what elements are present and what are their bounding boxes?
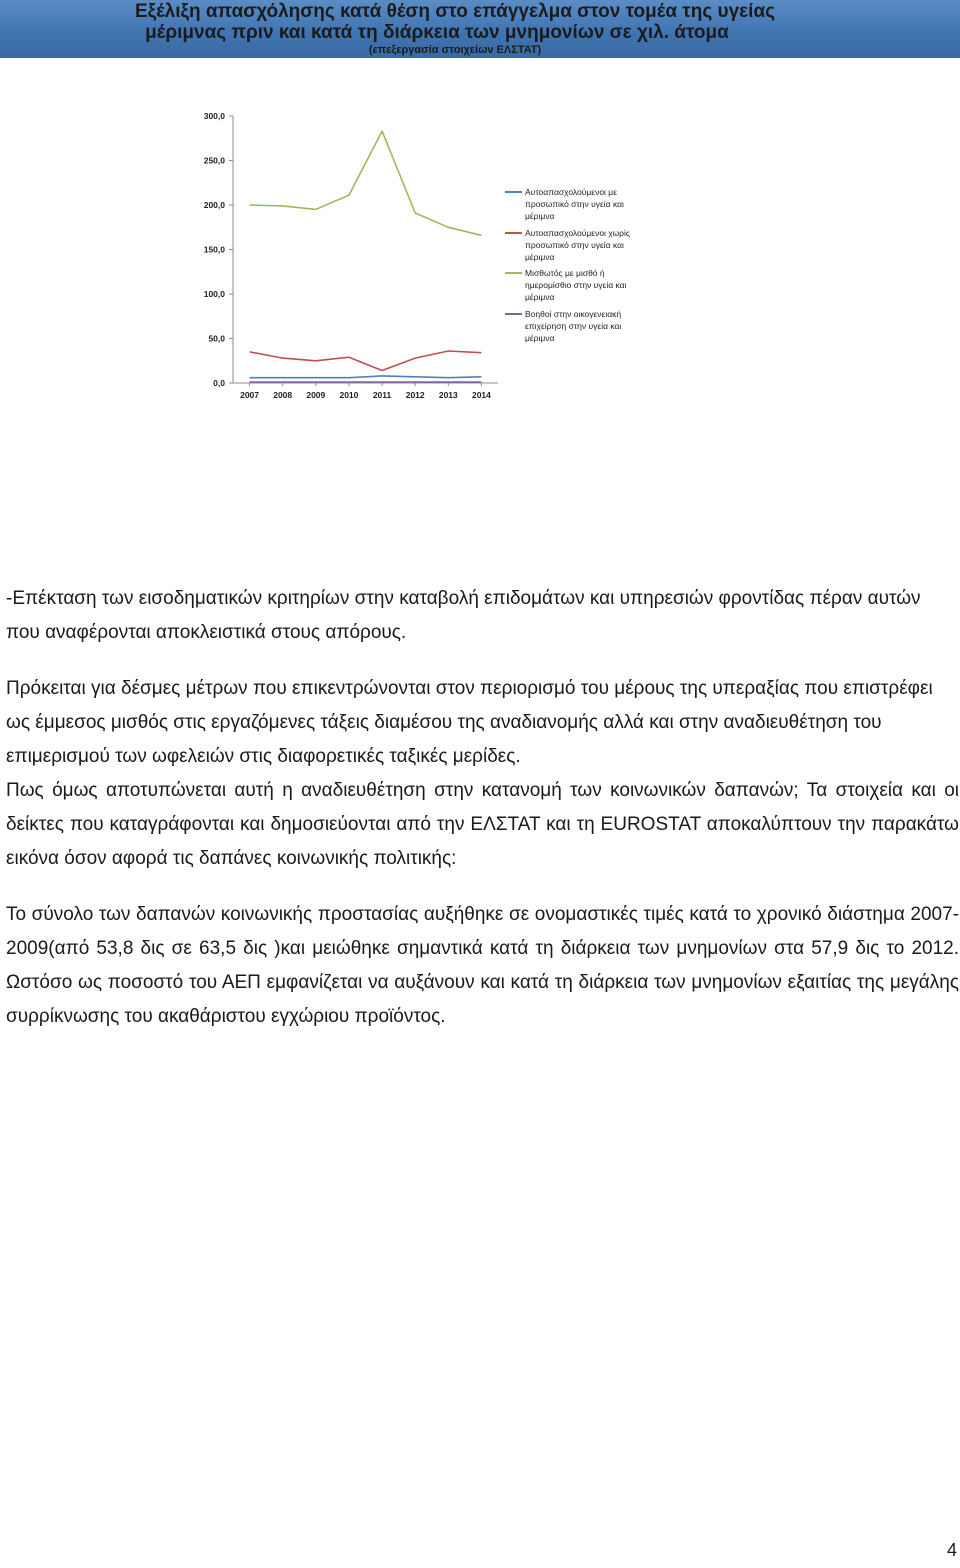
chart-figure: [0, 0, 960, 420]
chart-title-line-1: Εξέλιξη απασχόλησης κατά θέση στο επάγγελμα στον τομέα της υγείας: [134, 1, 776, 22]
legend-label-1: μέριμνα: [525, 211, 555, 221]
page-number: 4: [946, 1540, 957, 1560]
y-tick-label: 300,0: [203, 111, 225, 121]
x-tick-label: 2010: [339, 390, 359, 400]
y-tick-label: 0,0: [213, 378, 225, 388]
paragraph-protection-expenditure: Το σύνολο των δαπανών κοινωνικής προστασίας αυξήθηκε σε ονομαστικές τιμές κατά το χρονικό διάστημα 2007-2009(από 53,8 δις σε 63,5 δις )και μειώθηκε σημαντικά κατά τη διάρκεια των μνημονίων στα 57,9 δις το 2012. Ωστόσο ως ποσοστό του ΑΕΠ εμφανίζεται να αυξάνουν και κατά τη διάρκεια των μνημονίων εξαιτίας της μεγάλης συρρίκνωσης του ακαθάριστου εγχώριου προϊόντος.: [6, 904, 959, 1027]
y-tick-label: 250,0: [203, 155, 225, 166]
y-tick-label: 100,0: [203, 289, 225, 299]
paragraph-income-criteria: -Επέκταση των εισοδηματικών κριτηρίων στην καταβολή επιδομάτων και υπηρεσιών φροντίδας πέραν αυτών που αναφέρονται αποκλειστικά στους απόρους.: [6, 588, 921, 643]
y-tick-label: 150,0: [203, 244, 225, 255]
x-tick-label: 2007: [240, 390, 260, 400]
legend-label-2: προσωπικό στην υγεία και: [525, 240, 624, 250]
chart-subtitle: (επεξεργασία στοιχείων ΕΛΣΤΑΤ): [368, 44, 542, 56]
legend-label-2: μέριμνα: [525, 252, 555, 262]
legend-label-1: Αυτοαπασχολούμενοι με: [525, 187, 617, 197]
x-tick-label: 2014: [471, 390, 491, 400]
x-tick-label: 2012: [405, 390, 425, 400]
x-tick-label: 2011: [372, 390, 392, 400]
series-line-2: [250, 351, 482, 371]
x-tick-label: 2009: [306, 390, 326, 400]
paragraph-measures: Πρόκειται για δέσμες μέτρων που επικεντρώνονται στον περιορισμό του μέρους της υπεραξίας που επιστρέφει ως έμμεσος μισθός στις εργαζόμενες τάξεις διαμέσου της αναδιανομής αλλά και στην αναδιευθέτηση του επιμερισμού των ωφελειών στις διαφορετικές ταξικές μερίδες.: [6, 678, 933, 767]
chart-title-line-2: μέριμνας πριν και κατά τη διάρκεια των μνημονίων σε χιλ. άτομα: [145, 22, 729, 43]
legend-label-3: μέριμνα: [525, 292, 555, 302]
body-text: [6, 582, 959, 1034]
legend-label-4: επιχείρηση στην υγεία και: [525, 321, 622, 331]
paragraph-social-spending: Πως όμως αποτυπώνεται αυτή η αναδιευθέτηση στην κατανομή των κοινωνικών δαπανών; Τα στοιχεία και οι δείκτες που καταγράφονται και δημοσιεύονται από την ΕΛΣΤΑΤ και τη EUROSTAT αποκαλύπτουν την παρακάτω εικόνα όσον αφορά τις δαπάνες κοινωνικής πολιτικής:: [6, 780, 959, 869]
series-line-3: [250, 131, 482, 235]
y-tick-label: 50,0: [208, 333, 225, 344]
legend-label-3: Μισθωτός με μισθό ή: [525, 268, 605, 278]
employment-line-chart: [0, 0, 960, 420]
legend-label-4: Βοηθοί στην οικογενειακή: [525, 309, 622, 319]
x-tick-label: 2008: [273, 390, 293, 400]
y-tick-label: 200,0: [203, 200, 225, 210]
legend-label-2: Αυτοαπασχολούμενοι χωρίς: [525, 228, 631, 238]
legend-label-4: μέριμνα: [525, 333, 555, 343]
series-line-1: [250, 376, 482, 378]
legend-label-1: προσωπικό στην υγεία και: [525, 199, 624, 209]
x-tick-label: 2013: [438, 390, 458, 400]
legend-label-3: ημερομίσθιο στην υγεία και: [525, 280, 627, 290]
